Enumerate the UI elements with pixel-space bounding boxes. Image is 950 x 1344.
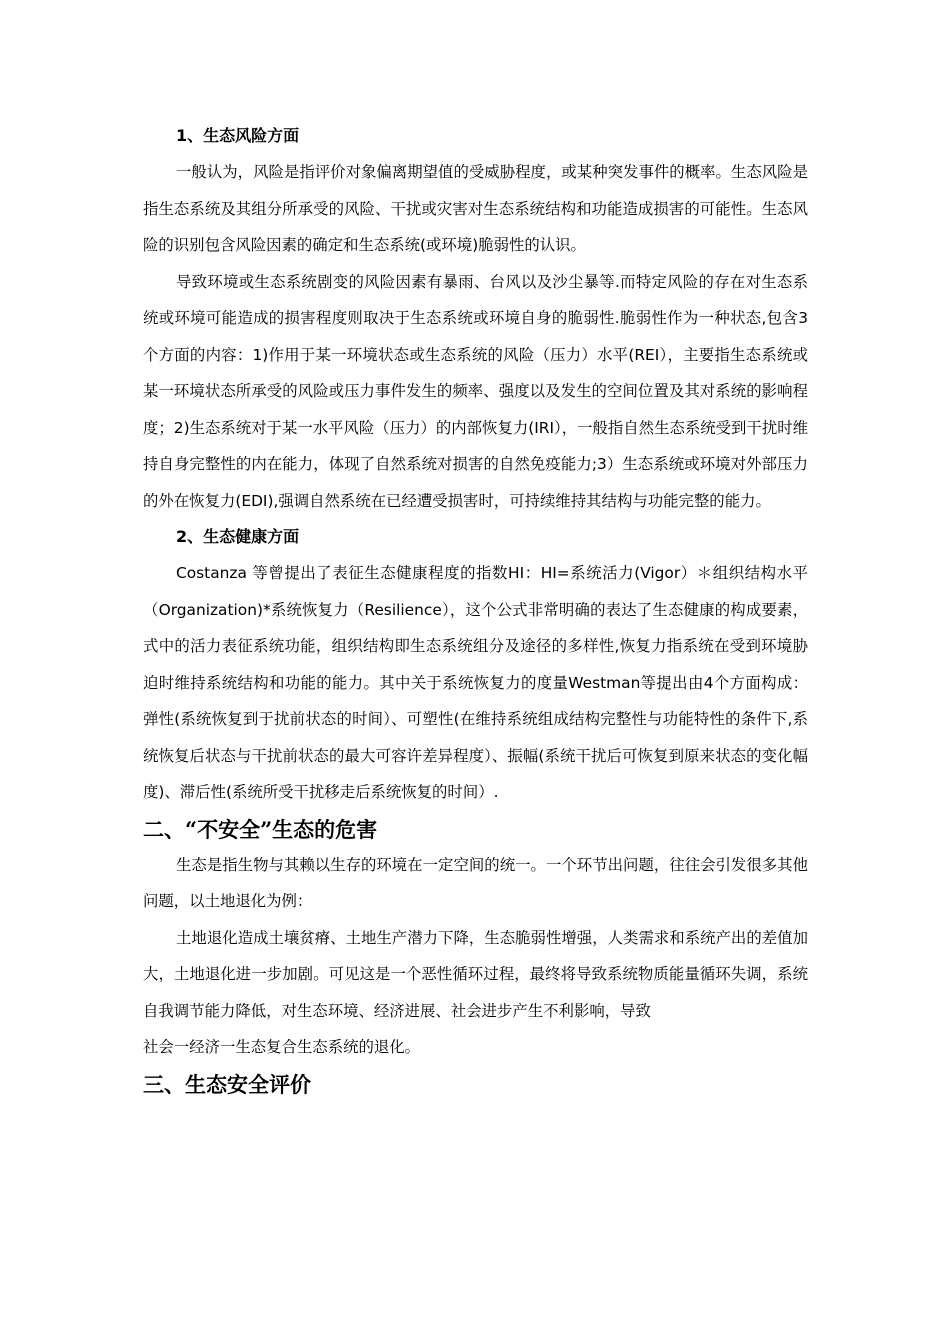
- paragraph-risk-factors: 导致环境或生态系统剧变的风险因素有暴雨、台风以及沙尘暴等.而特定风险的存在对生态系统或环境可能造成的损害程度则取决于生态系统或环境自身的脆弱性.脆弱性作为一种状态,包含3个方面的内容：1)作用于某一环境状态或生态系统的风险（压力）水平(REI），主要指生态系统或某一环境状态所承受的风险或压力事件发生的频率、强度以及发生的空间位置及其对系统的影响程度；2)生态系统对于某一水平风险（压力）的内部恢复力(IRI），一般指自然生态系统受到干扰时维持自身完整性的内在能力，体现了自然系统对损害的自然免疫能力;3）生态系统或环境对外部压力的外在恢复力(EDI),强调自然系统在已经遭受损害时，可持续维持其结构与功能完整的能力。: [143, 272, 808, 510]
- document-page: [143, 118, 808, 1102]
- paragraph-land-degradation: 土地退化造成土壤贫瘠、土地生产潜力下降，生态脆弱性增强，人类需求和系统产出的差值加大，土地退化进一步加剧。可见这是一个恶性循环过程，最终将导致系统物质能量循环失调，系统自我调节能力降低，对生态环境、经济进展、社会进步产生不利影响，导致: [143, 928, 808, 1020]
- section-title-ecological-health: 2、生态健康方面: [176, 527, 300, 546]
- paragraph-ecology-definition: 生态是指生物与其赖以生存的环境在一定空间的统一。一个环节出问题，往往会引发很多其他问题，以土地退化为例：: [143, 855, 808, 910]
- paragraph-risk-definition: 一般认为，风险是指评价对象偏离期望值的受威胁程度，或某种突发事件的概率。生态风险是指生态系统及其组分所承受的风险、干扰或灾害对生态系统结构和功能造成损害的可能性。生态风险的识别包含风险因素的确定和生态系统(或环境)脆弱性的认识。: [143, 163, 808, 254]
- paragraph-degradation-result: 社会一经济一生态复合生态系统的退化。: [143, 1038, 421, 1056]
- heading-unsafe-ecology-harm: 二、“不安全”生态的危害: [143, 816, 378, 842]
- heading-ecological-security-evaluation: 三、生态安全评价: [143, 1071, 311, 1097]
- paragraph-health-index: Costanza 等曾提出了表征生态健康程度的指数HI：HI=系统活力(Vigor）＊组织结构水平（Organization)*系统恢复力（Resilience），这个公式非常明确的表达了生态健康的构成要素，式中的活力表征系统功能，组织结构即生态系统组分及途径的多样性,恢复力指系统在受到环境胁迫时维持系统结构和功能的能力。其中关于系统恢复力的度量Westman等提出由4个方面构成：弹性(系统恢复到于扰前状态的时间）、可塑性(在维持系统组成结构完整性与功能特性的条件下,系统恢复后状态与干扰前状态的最大可容许差异程度）、振幅(系统干扰后可恢复到原来状态的变化幅度)、滞后性(系统所受干扰移走后系统恢复的时间）.: [143, 564, 808, 801]
- section-title-ecological-risk: 1、生态风险方面: [176, 126, 300, 145]
